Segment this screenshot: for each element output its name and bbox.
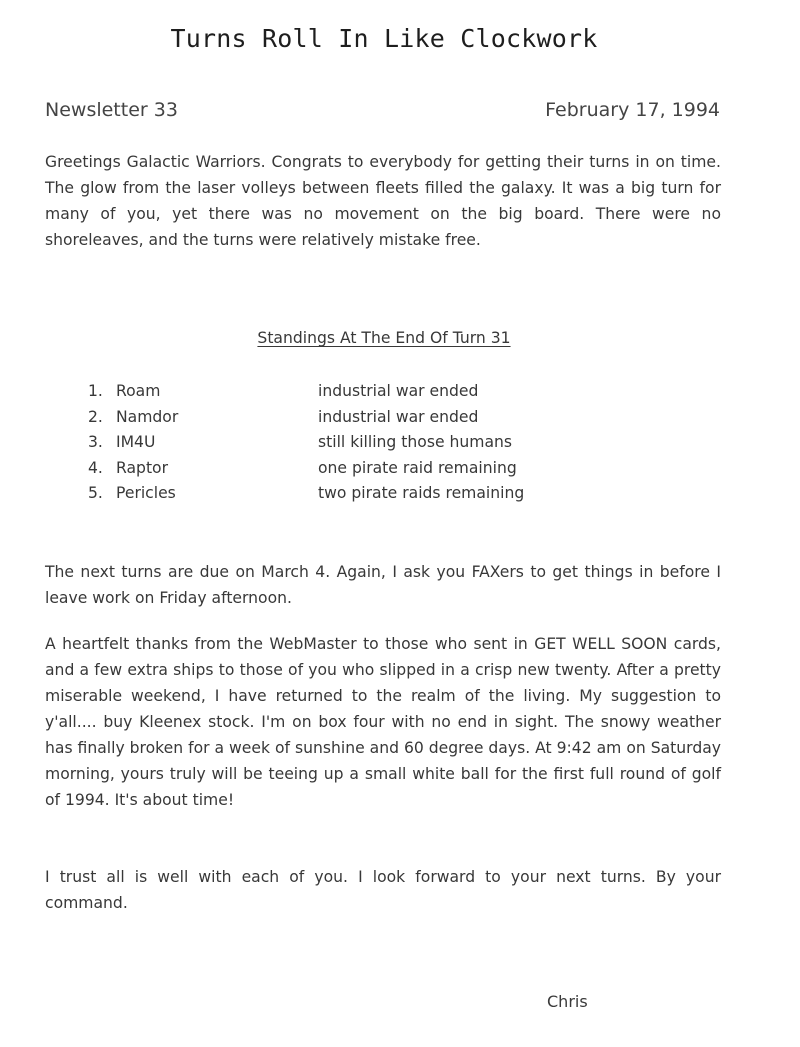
standings-row xyxy=(88,481,608,507)
standing-rank: 4. xyxy=(88,458,103,477)
standings-row xyxy=(88,430,608,456)
standing-status: one pirate raid remaining xyxy=(318,458,517,477)
standing-status: industrial war ended xyxy=(318,382,479,400)
page-title: Turns Roll In Like Clockwork xyxy=(170,24,598,53)
deadline-paragraph: The next turns are due on March 4. Again, I ask you FAXers to get things in before I leave work on Friday afternoon. xyxy=(45,563,721,607)
standing-status: still killing those humans xyxy=(318,433,513,451)
standing-rank: 1. xyxy=(88,382,103,400)
standings-heading: Standings At The End Of Turn 31 xyxy=(257,329,511,347)
standings-row xyxy=(88,405,608,431)
standing-rank: 5. xyxy=(88,484,103,502)
thanks-paragraph: A heartfelt thanks from the WebMaster to those who sent in GET WELL SOON cards, and a few extra ships to those of you who slipped in a crisp new twenty. After a pretty miserable weekend, I have returned to the realm of the living. My suggestion to y'all.... buy Kleenex stock. I'm on box four with no end in sight. The snowy weather has finally broken for a week of sunshine and 60 degree days. At 9:42 am on Saturday morning, yours truly will be teeing up a small white ball for the first full round of golf of 1994. It's about time! xyxy=(45,635,721,809)
newsletter-number: Newsletter 33 xyxy=(45,99,178,121)
standings-list xyxy=(88,379,608,507)
intro-paragraph: Greetings Galactic Warriors. Congrats to everybody for getting their turns in on time. The glow from the laser volleys between fleets filled the galaxy. It was a big turn for many of you, yet there was no movement on the big board. There were no shoreleaves, and the turns were relatively mistake free. xyxy=(45,153,721,249)
standings-row xyxy=(88,379,608,405)
standing-rank: 2. xyxy=(88,407,103,426)
standing-name: Raptor xyxy=(116,458,169,477)
standing-status: two pirate raids remaining xyxy=(318,484,525,502)
standings-row xyxy=(88,456,608,482)
signature: Chris xyxy=(547,992,588,1011)
standing-name: IM4U xyxy=(116,433,156,451)
closing-paragraph: I trust all is well with each of you. I look forward to your next turns. By your command. xyxy=(45,868,721,912)
standing-name: Roam xyxy=(116,382,161,400)
newsletter-date: February 17, 1994 xyxy=(545,99,720,121)
standing-name: Pericles xyxy=(116,484,176,502)
standing-name: Namdor xyxy=(116,407,179,426)
standing-rank: 3. xyxy=(88,433,103,451)
standing-status: industrial war ended xyxy=(318,407,479,426)
